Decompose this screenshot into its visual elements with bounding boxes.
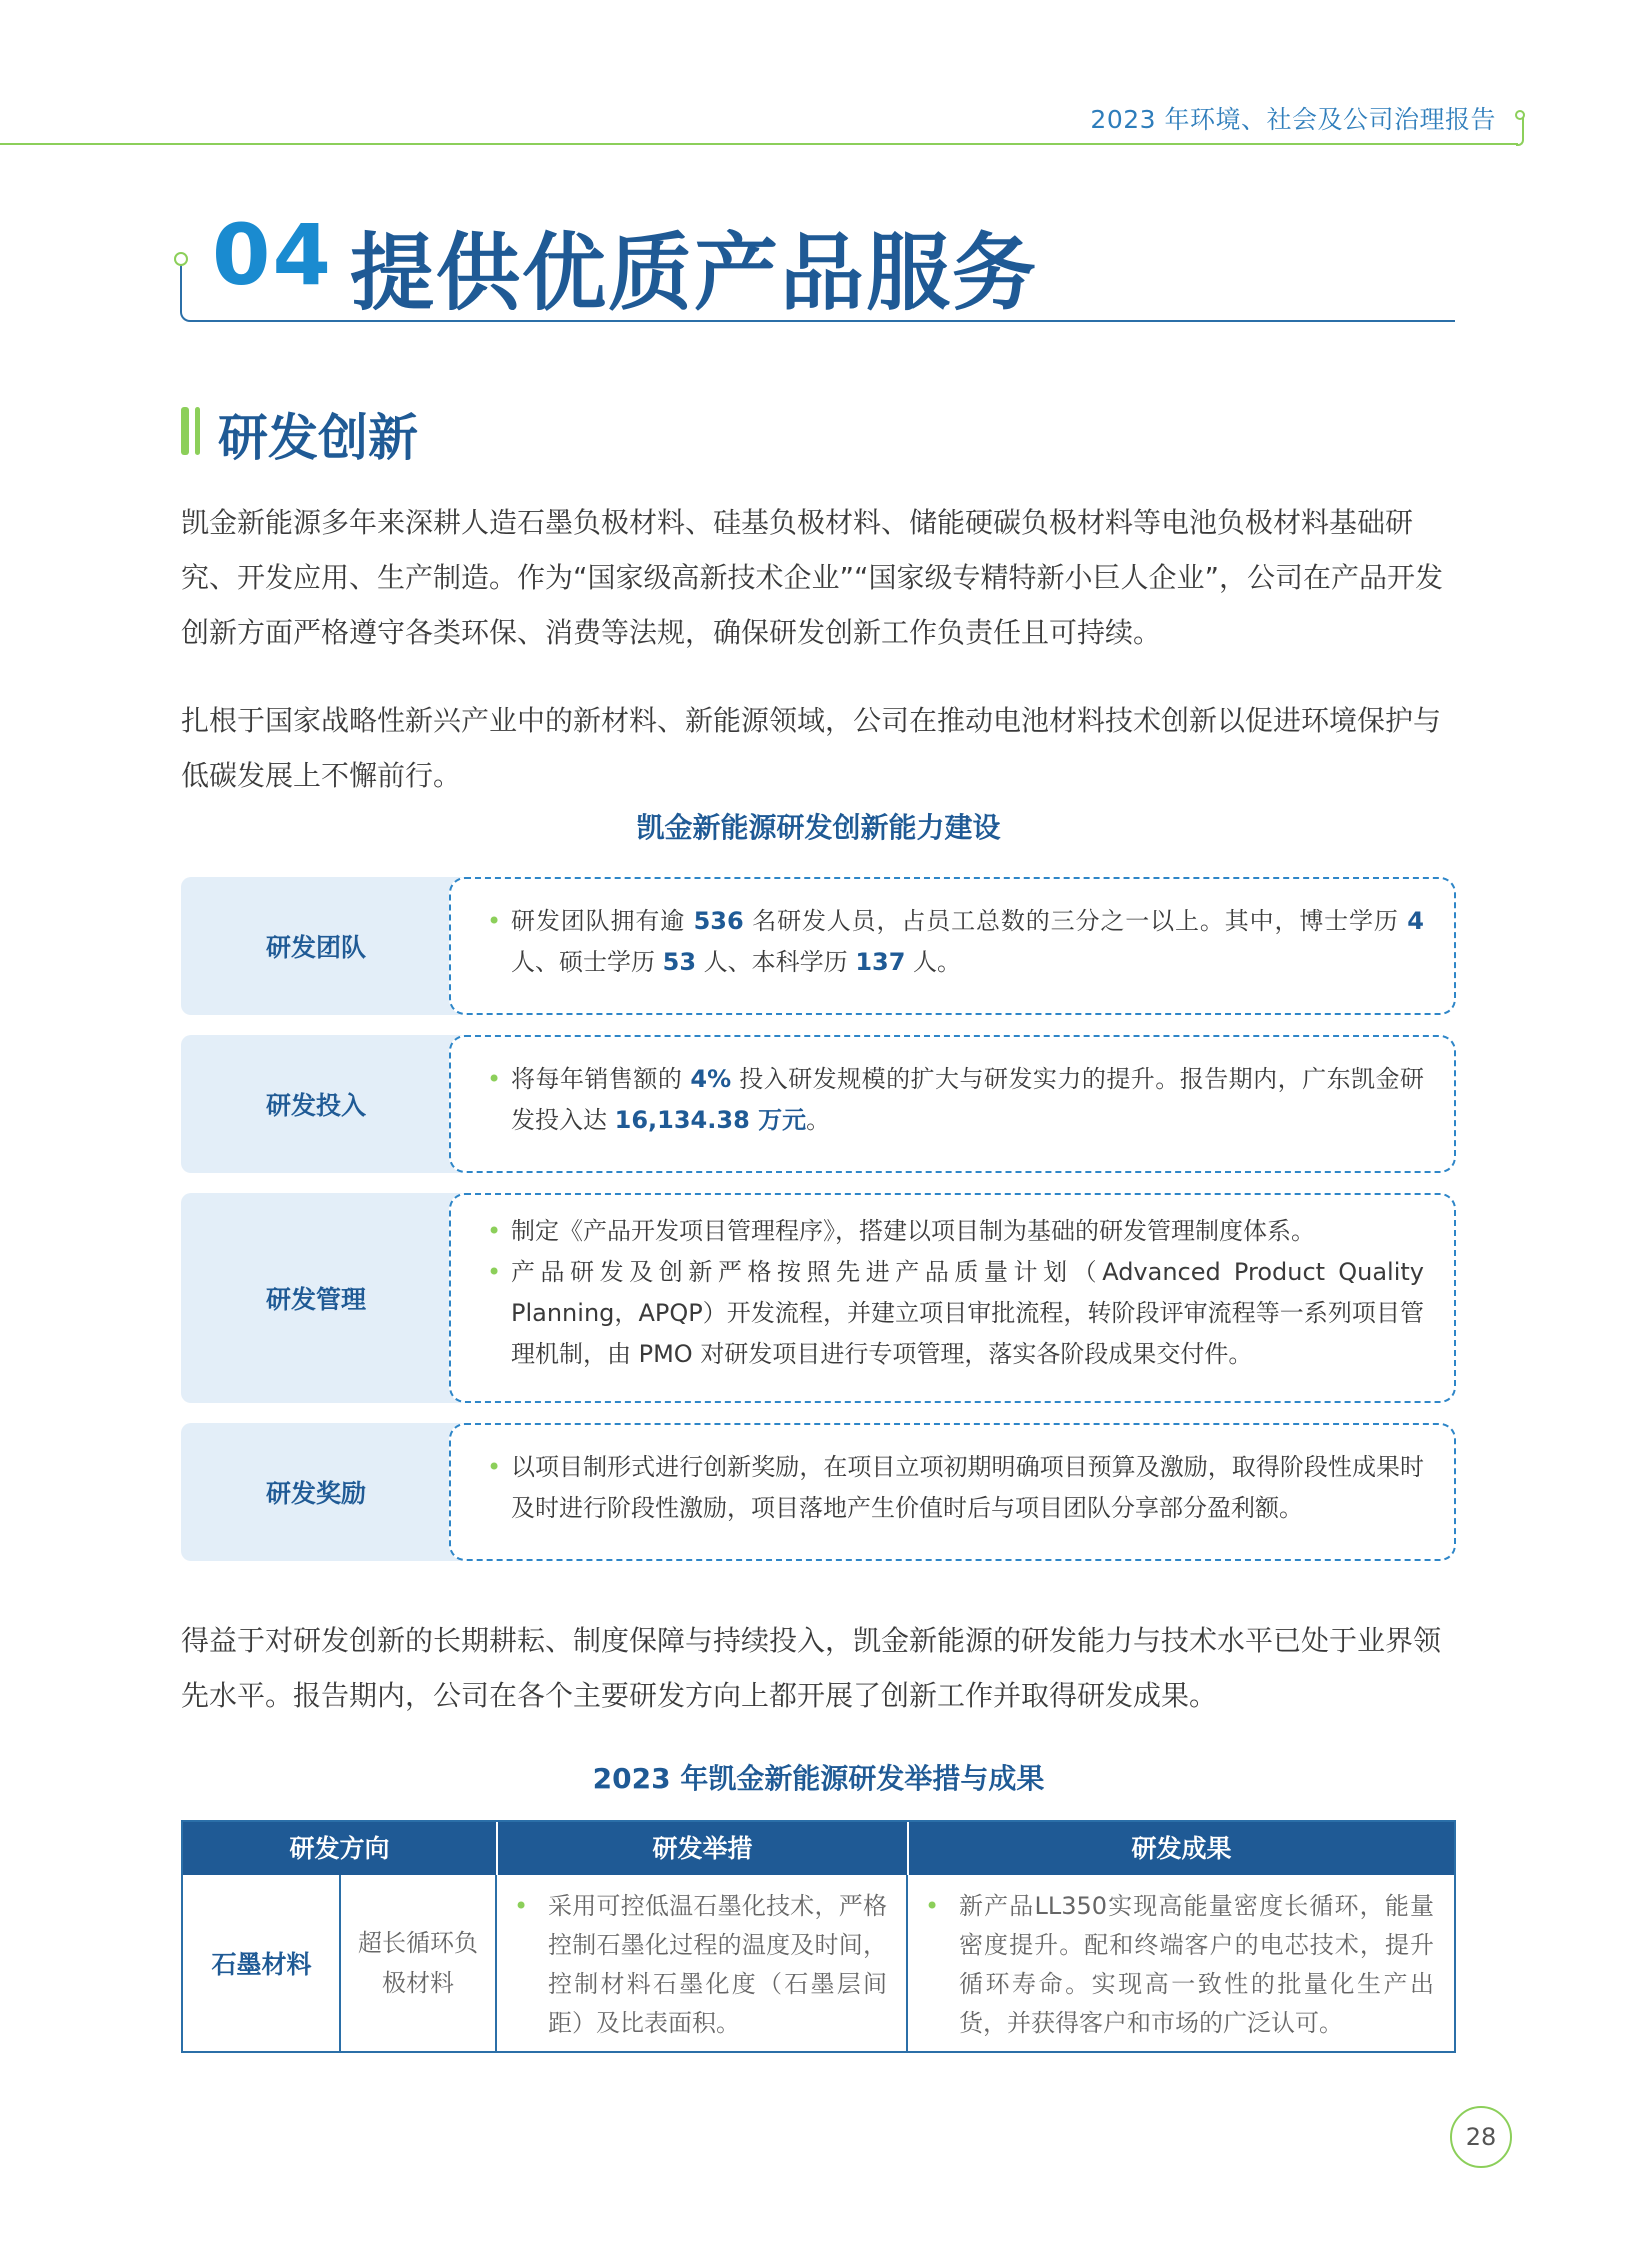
bullet-item: • 产品研发及创新严格按照先进产品质量计划（Advanced Product Quality Planning，APQP）开发流程，并建立项目审批流程，转阶段评审流程等一系列项目管理机制，由 PMO 对研发项目进行专项管理，落实各阶段成果交付件。 <box>487 1252 1424 1375</box>
report-title: 2023 年环境、社会及公司治理报告 <box>1090 105 1496 134</box>
bullet-item: • 研发团队拥有逾 536 名研发人员，占员工总数的三分之一以上。其中，博士学历 4 人、硕士学历 53 人、本科学历 137 人。 <box>487 901 1424 983</box>
capability-label: 研发投入 <box>181 1035 471 1173</box>
capability-label: 研发奖励 <box>181 1423 471 1561</box>
section-title: 研发创新 <box>218 409 418 467</box>
header-dot-decoration <box>1515 110 1525 120</box>
chapter-title: 提供优质产品服务 <box>350 224 1039 322</box>
capability-caption: 凯金新能源研发创新能力建设 <box>636 811 1001 844</box>
column-header: 研发方向 <box>289 1834 390 1863</box>
section-marker-bar <box>195 407 200 455</box>
summary-paragraph: 得益于对研发创新的长期耕耘、制度保障与持续投入，凯金新能源的研发能力与技术水平已处于业界领先水平。报告期内，公司在各个主要研发方向上都开展了创新工作并取得研发成果。 <box>181 1624 1442 1712</box>
header-rule <box>0 143 1518 145</box>
highlight-number: 4% <box>690 1065 732 1093</box>
section-marker-bar <box>181 407 189 455</box>
highlight-number: 137 <box>855 948 906 976</box>
column-header: 研发成果 <box>907 1822 1454 1875</box>
table-cell-measure <box>496 1875 907 2051</box>
bullet-item: • 采用可控低温石墨化技术，严格控制石墨化过程的温度及时间，控制材料石墨化度（石墨层间距）及比表面积。 <box>514 1887 887 2043</box>
capability-content <box>449 1423 1456 1561</box>
capability-row-management <box>181 1193 1456 1403</box>
strategy-paragraph: 扎根于国家战略性新兴产业中的新材料、新能源领域，公司在推动电池材料技术创新以促进环境保护与低碳发展上不懈前行。 <box>181 704 1442 792</box>
bullet-item: • 以项目制形式进行创新奖励，在项目立项初期明确项目预算及激励，取得阶段性成果时及时进行阶段性激励，项目落地产生价值时后与项目团队分享部分盈利额。 <box>487 1447 1424 1529</box>
capability-row-team <box>181 877 1456 1015</box>
capability-label: 研发团队 <box>181 877 471 1015</box>
results-table-caption: 2023 年凯金新能源研发举措与成果 <box>592 1762 1045 1795</box>
intro-paragraph: 凯金新能源多年来深耕人造石墨负极材料、硅基负极材料、储能硬碳负极材料等电池负极材料基础研究、开发应用、生产制造。作为“国家级高新技术企业”“国家级专精特新小巨人企业”，公司在产品开发创新方面严格遵守各类环保、消费等法规，确保研发创新工作负责任且可持续。 <box>181 506 1444 649</box>
capability-label: 研发管理 <box>181 1193 471 1403</box>
bullet-item: • 将每年销售额的 4% 投入研发规模的扩大与研发实力的提升。报告期内，广东凯金研发投入达 16,134.38 万元。 <box>487 1059 1424 1141</box>
chapter-dot-decoration <box>174 252 188 266</box>
table-cell-direction: 石墨材料 <box>211 1950 312 1979</box>
highlight-number: 536 <box>693 907 744 935</box>
page-number: 28 <box>1450 2106 1512 2168</box>
bullet-item: • 新产品LL350实现高能量密度长循环，能量密度提升。配和终端客户的电芯技术，提升循环寿命。实现高一致性的批量化生产出货，并获得客户和市场的广泛认可。 <box>925 1887 1434 2043</box>
highlight-number: 53 <box>662 948 697 976</box>
column-header: 研发举措 <box>496 1822 907 1875</box>
highlight-number: 4 <box>1407 907 1424 935</box>
chapter-number: 04 <box>212 206 333 304</box>
table-header <box>183 1822 1454 1875</box>
capability-content <box>449 877 1456 1015</box>
capability-content <box>449 1193 1456 1403</box>
capability-content <box>449 1035 1456 1173</box>
highlight-number: 16,134.38 万元 <box>614 1106 807 1134</box>
results-table <box>181 1820 1456 2053</box>
capability-row-investment <box>181 1035 1456 1173</box>
capability-row-incentive <box>181 1423 1456 1561</box>
table-cell-result <box>907 1875 1454 2051</box>
table-cell-subdirection: 超长循环负极材料 <box>358 1929 478 1997</box>
bullet-item: • 制定《产品开发项目管理程序》，搭建以项目制为基础的研发管理制度体系。 <box>487 1211 1424 1252</box>
